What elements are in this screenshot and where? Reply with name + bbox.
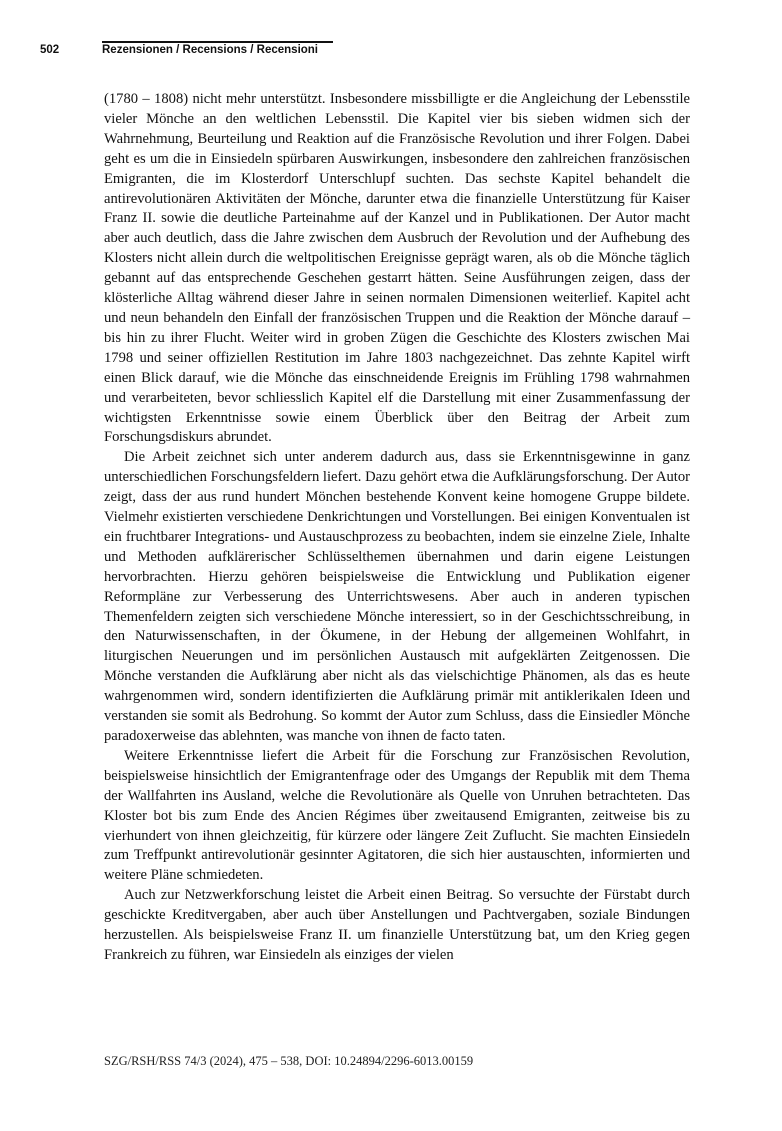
section-title: Rezensionen / Recensions / Recensioni: [102, 44, 319, 56]
article-body: [104, 90, 690, 966]
footer-citation: SZG/RSH/RSS 74/3 (2024), 475 – 538, DOI: 10.24894/2296-6013.00159: [104, 1054, 474, 1068]
paragraph-3: Weitere Erkenntnisse liefert die Arbeit für die Forschung zur Französischen Revolution, beispielsweise hinsichtlich der Emigrantenfrage oder des Umgangs der Republik mit dem Thema der Wallfahrten ins Ausland, welche die Revolutionäre als Quelle von Unruhen betrachteten. Das Kloster bot bis zum Ende des Ancien Régimes über zweitausend Emigranten, zeitweise bis zu vierhundert von ihnen gleichzeitig, für kürzere oder längere Zeit Zuflucht. Sie machten Einsiedeln zum Treffpunkt antirevolutionär gesinnter Agitatoren, die sich hier austauschten, informierten und weitere Pläne schmiedeten.: [104, 747, 690, 884]
paragraph-1: (1780 – 1808) nicht mehr unterstützt. Insbesondere missbilligte er die Angleichung der Lebensstile vieler Mönche an den weltlichen Lebensstil. Die Kapitel vier bis sieben widmen sich der Wahrnehmung, Beurteilung und Reaktion auf die Französische Revolution und ihrer Folgen. Dabei geht es um die in Einsiedeln spürbaren Auswirkungen, insbesondere den zahlreichen französischen Emigranten, die im Klosterdorf Unterschlupf suchten. Das sechste Kapitel behandelt die antirevolutionären Aktivitäten der Mönche, darunter etwa die finanzielle Unterstützung für Kaiser Franz II. sowie die deutliche Parteinahme auf der Kanzel und in Publikationen. Der Autor macht aber auch deutlich, dass die Jahre zwischen dem Ausbruch der Revolution und der Aufhebung des Klosters nicht allein durch die weltpolitischen Ereignisse geprägt waren, als ob die Mönche täglich gebannt auf das entsprechende Geschehen gestarrt hätten. Seine Ausführungen zeigen, dass der klösterliche Alltag während dieser Jahre in seinen normalen Dimensionen weiterlief. Kapitel acht und neun behandeln den Einfall der französischen Truppen und die Reaktion der Mönche darauf – bis hin zu ihrer Flucht. Weiter wird in groben Zügen die Geschichte des Klosters zwischen Mai 1798 und seiner offiziellen Restitution im Jahre 1803 nachgezeichnet. Das zehnte Kapitel wirft einen Blick darauf, wie die Mönche das einschneidende Ereignis im Frühling 1798 wahrnahmen und verarbeiteten, bevor schliesslich Kapitel elf die Darstellung mit einer Zusammenfassung der wichtigsten Erkenntnisse sowie einem Überblick über den Beitrag der Arbeit zum Forschungsdiskurs abrundet.: [104, 91, 690, 446]
header-rule: [102, 41, 333, 43]
paragraph-4: Auch zur Netzwerkforschung leistet die Arbeit einen Beitrag. So versuchte der Fürstabt durch geschickte Kreditvergaben, aber auch über Anstellungen und Pachtvergaben, soziale Bindungen herzustellen. Als beispielsweise Franz II. um finanzielle Unterstützung bat, um den Krieg gegen Frankreich zu führen, war Einsiedeln als einziges der vielen: [104, 887, 690, 963]
page-number: 502: [40, 44, 60, 56]
paragraph-2: Die Arbeit zeichnet sich unter anderem dadurch aus, dass sie Erkenntnisgewinne in ganz unterschiedlichen Forschungsfeldern liefert. Dazu gehört etwa die Aufklärungsforschung. Der Autor zeigt, dass der aus rund hundert Mönchen bestehende Konvent keine homogene Gruppe bildete. Vielmehr existierten verschiedene Denkrichtungen und Vorstellungen. Bei einigen Konventualen ist ein fruchtbarer Integrations- und Austauschprozess zu beobachten, indem sie einzelne Ziele, Inhalte und Methoden aufklärerischer Schlüsselthemen übernahmen und darin eigene Leistungen hervorbrachten. Hierzu gehören beispielsweise die Entwicklung und Publikation eigener Reformpläne zur Verbesserung des Unterrichtswesens. Aber auch in anderen typischen Themenfeldern zeigten sich verschiedene Mönche interessiert, so in der Geschichtsschreibung, in den Naturwissenschaften, in der Ökumene, in der Hebung der allgemeinen Wohlfahrt, in liturgischen Neuerungen und im persönlichen Austausch mit aufgeklärten Zeitgenossen. Die Mönche verstanden die Aufklärung aber nicht als das vielschichtige Phänomen, als das es heute wahrgenommen wird, sondern identifizierten die Aufklärung primär mit antiklerikalen Ideen und verstanden sie somit als Bedrohung. So kommt der Autor zum Schluss, dass die Einsiedler Mönche paradoxerweise das ablehnten, was manche von ihnen de facto taten.: [104, 449, 690, 744]
running-header: [40, 44, 318, 56]
